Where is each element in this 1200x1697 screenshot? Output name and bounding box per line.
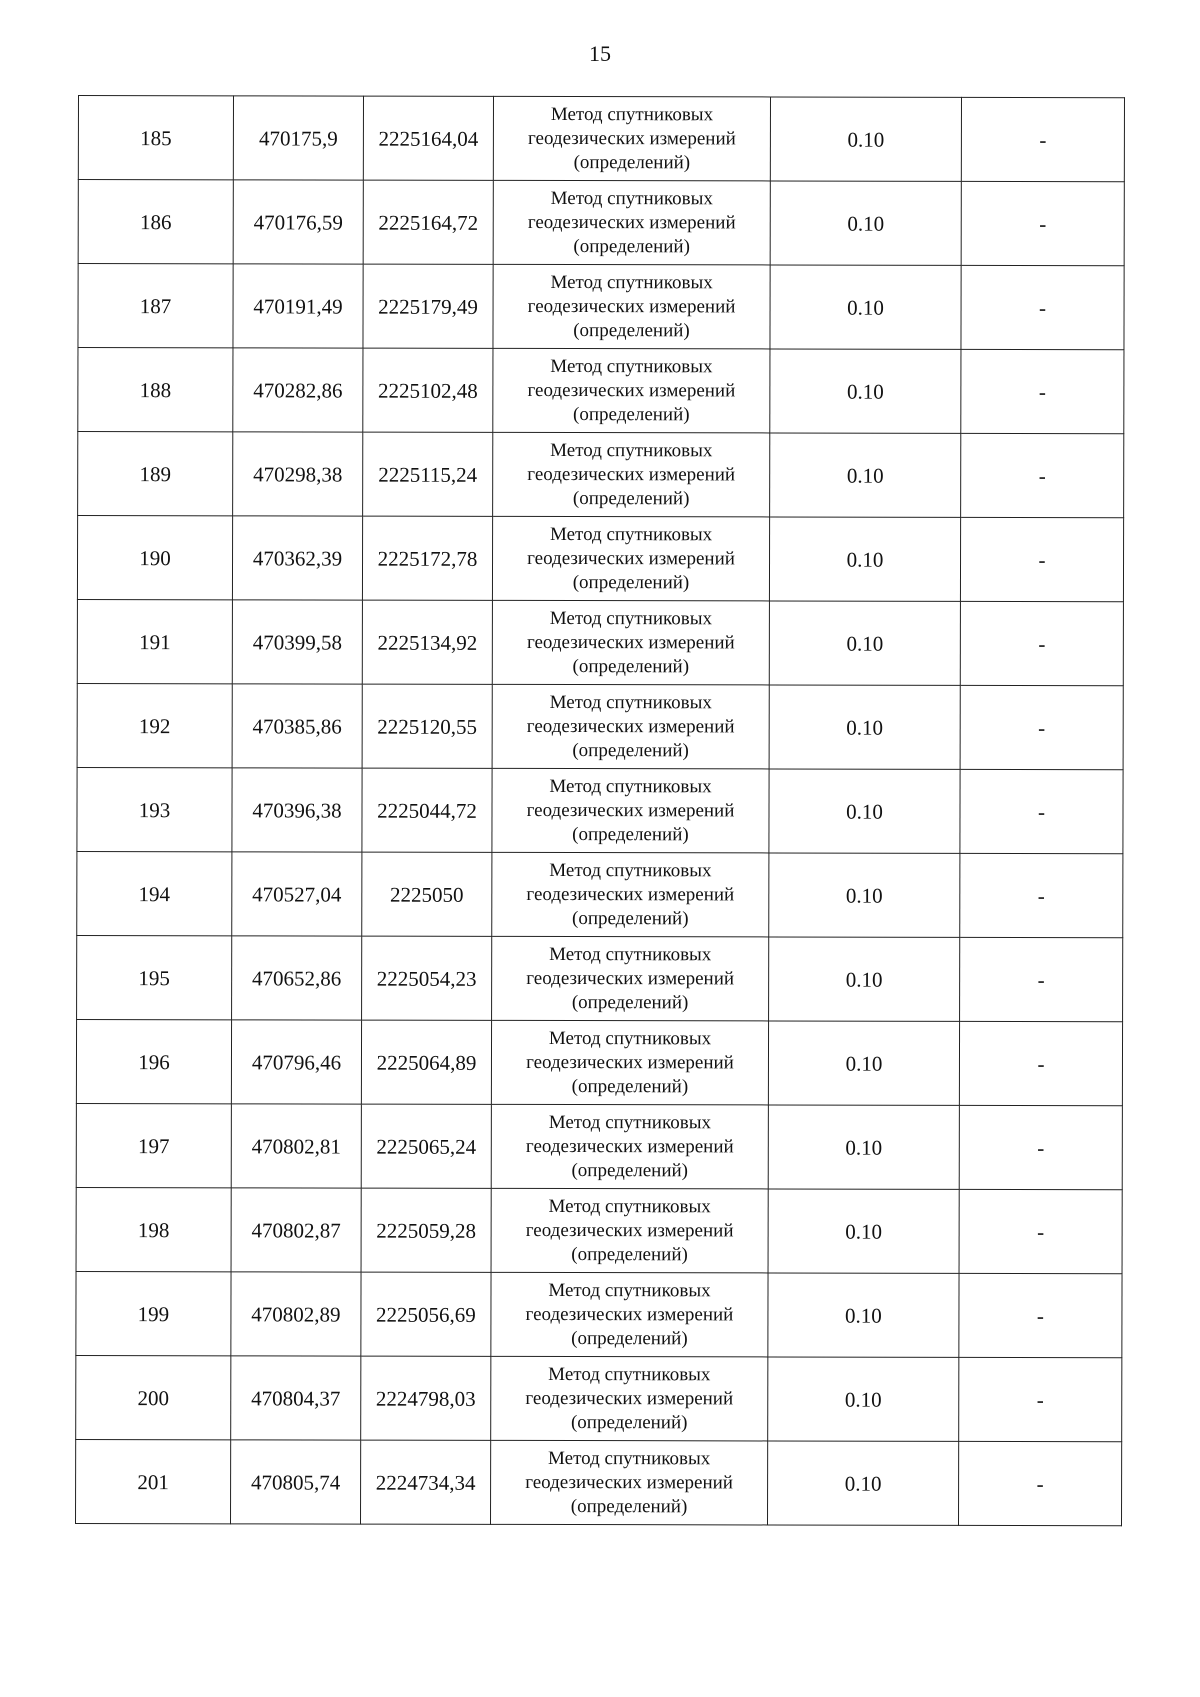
method-line: (определений) [572,739,689,761]
method-cell [491,1104,768,1189]
x-coordinate-cell: 470802,89 [231,1272,361,1356]
method-cell [493,96,770,181]
note-cell: - [961,349,1124,433]
method-line: геодезических измерений [526,799,735,821]
note-cell: - [959,1357,1122,1441]
x-coordinate-cell: 470802,81 [231,1104,361,1188]
method-line: (определений) [572,487,690,509]
method-cell [491,1440,768,1525]
note-cell: - [959,1189,1122,1273]
accuracy-cell: 0.10 [769,517,960,601]
y-coordinate-cell: 2225050 [362,852,492,936]
method-line: (определений) [573,319,690,341]
y-coordinate-cell: 2225054,23 [362,936,492,1020]
point-number-cell: 199 [76,1271,231,1355]
x-coordinate-cell: 470362,39 [232,516,362,600]
point-number-cell: 187 [78,264,233,348]
x-coordinate-cell: 470804,37 [231,1356,361,1440]
table-row [77,516,1123,602]
table-row [77,935,1123,1021]
table-row [76,1439,1122,1525]
method-line: геодезических измерений [527,295,736,317]
table-row [76,1187,1122,1273]
method-line: геодезических измерений [527,463,736,485]
x-coordinate-cell: 470191,49 [233,264,363,348]
y-coordinate-cell: 2225164,72 [363,180,493,264]
method-line: (определений) [571,991,689,1013]
method-cell [492,768,769,853]
method-line: геодезических измерений [525,1135,734,1157]
y-coordinate-cell: 2225065,24 [361,1104,491,1188]
accuracy-cell: 0.10 [768,1105,959,1189]
y-coordinate-cell: 2225064,89 [361,1020,491,1104]
method-line: геодезических измерений [527,379,736,401]
method-line: Метод спутниковых [549,859,712,881]
note-cell: - [960,517,1123,601]
method-line: геодезических измерений [527,211,736,233]
method-line: (определений) [572,655,690,677]
method-line: геодезических измерений [527,547,735,569]
method-line: Метод спутниковых [550,103,714,125]
method-line: (определений) [573,151,691,173]
coordinates-table [75,95,1125,1526]
method-cell [491,1356,768,1441]
table-row [78,180,1124,266]
accuracy-cell: 0.10 [770,433,961,517]
x-coordinate-cell: 470802,87 [231,1188,361,1272]
point-number-cell: 201 [76,1439,231,1523]
accuracy-cell: 0.10 [768,1021,959,1105]
note-cell: - [961,433,1124,517]
method-line: геодезических измерений [526,967,735,989]
note-cell: - [961,97,1124,181]
x-coordinate-cell: 470396,38 [232,768,362,852]
note-cell: - [959,1105,1122,1189]
table-body [76,96,1125,1526]
accuracy-cell: 0.10 [769,937,960,1021]
method-line: Метод спутниковых [549,943,712,965]
method-cell [493,180,770,265]
method-line: геодезических измерений [526,631,735,653]
method-line: геодезических измерений [526,883,735,905]
method-cell [492,600,769,685]
point-number-cell: 194 [77,851,232,935]
note-cell: - [960,853,1123,937]
method-line: (определений) [571,1075,689,1097]
x-coordinate-cell: 470527,04 [232,852,362,936]
y-coordinate-cell: 2225134,92 [362,600,492,684]
y-coordinate-cell: 2225044,72 [362,768,492,852]
y-coordinate-cell: 2225056,69 [361,1272,491,1356]
method-line: (определений) [572,571,690,593]
accuracy-cell: 0.10 [769,685,960,769]
accuracy-cell: 0.10 [769,853,960,937]
point-number-cell: 190 [77,516,232,600]
y-coordinate-cell: 2225120,55 [362,684,492,768]
method-line: (определений) [571,1159,689,1181]
table-row [76,1103,1122,1189]
method-line: Метод спутниковых [548,1111,711,1133]
method-line: (определений) [573,403,690,425]
table-row [78,264,1124,350]
x-coordinate-cell: 470385,86 [232,684,362,768]
method-line: Метод спутниковых [550,355,713,377]
x-coordinate-cell: 470399,58 [232,600,362,684]
method-cell [493,432,770,517]
method-line: Метод спутниковых [550,439,713,461]
point-number-cell: 185 [78,96,233,180]
x-coordinate-cell: 470298,38 [233,432,363,516]
y-coordinate-cell: 2225059,28 [361,1188,491,1272]
accuracy-cell: 0.10 [768,1273,959,1357]
x-coordinate-cell: 470805,74 [231,1440,361,1524]
method-cell [491,1188,768,1273]
method-cell [492,684,769,769]
point-number-cell: 192 [77,683,232,767]
accuracy-cell: 0.10 [770,181,961,265]
x-coordinate-cell: 470652,86 [232,936,362,1020]
table-row [77,767,1123,853]
y-coordinate-cell: 2225102,48 [363,348,493,432]
table-row [78,96,1124,182]
y-coordinate-cell: 2224798,03 [361,1356,491,1440]
method-line: Метод спутниковых [550,271,713,293]
note-cell: - [960,685,1123,769]
point-number-cell: 188 [78,348,233,432]
method-line: (определений) [570,1411,688,1433]
point-number-cell: 200 [76,1355,231,1439]
point-number-cell: 193 [77,767,232,851]
point-number-cell: 198 [76,1187,231,1271]
method-line: Метод спутниковых [548,1027,712,1049]
table-row [76,1019,1122,1105]
method-line: геодезических измерений [525,1219,734,1241]
accuracy-cell: 0.10 [769,769,960,853]
point-number-cell: 196 [76,1019,231,1103]
note-cell: - [960,937,1123,1021]
method-cell [491,1020,768,1105]
method-line: (определений) [572,823,689,845]
method-cell [491,1272,768,1357]
note-cell: - [959,1021,1122,1105]
accuracy-cell: 0.10 [770,265,961,349]
method-line: Метод спутниковых [549,523,713,545]
point-number-cell: 189 [78,432,233,516]
method-line: Метод спутниковых [547,1447,711,1469]
y-coordinate-cell: 2224734,34 [361,1440,491,1524]
method-line: Метод спутниковых [548,1363,711,1385]
table-row [77,851,1123,937]
note-cell: - [960,769,1123,853]
x-coordinate-cell: 470796,46 [231,1020,361,1104]
point-number-cell: 197 [76,1103,231,1187]
note-cell: - [961,181,1124,265]
method-line: Метод спутниковых [549,607,713,629]
y-coordinate-cell: 2225164,04 [363,96,493,180]
point-number-cell: 186 [78,180,233,264]
method-line: (определений) [571,907,689,929]
method-line: Метод спутниковых [548,1195,711,1217]
method-line: геодезических измерений [525,1387,734,1409]
x-coordinate-cell: 470176,59 [233,180,363,264]
table-row [78,348,1124,434]
note-cell: - [960,601,1123,685]
accuracy-cell: 0.10 [769,601,960,685]
accuracy-cell: 0.10 [768,1189,959,1273]
method-line: Метод спутниковых [550,187,713,209]
note-cell: - [959,1273,1122,1357]
method-cell [492,936,769,1021]
method-line: Метод спутниковых [549,775,712,797]
method-line: Метод спутниковых [549,691,712,713]
table-row [77,599,1123,685]
page-number: 15 [589,41,611,66]
method-line: (определений) [573,235,690,257]
y-coordinate-cell: 2225172,78 [362,516,492,600]
method-line: Метод спутниковых [548,1279,711,1301]
point-number-cell: 191 [77,599,232,683]
x-coordinate-cell: 470282,86 [233,348,363,432]
method-line: геодезических измерений [525,1303,734,1325]
note-cell: - [959,1441,1122,1525]
point-number-cell: 195 [77,935,232,1019]
table-row [76,1271,1122,1357]
method-line: (определений) [571,1327,688,1349]
method-line: геодезических измерений [526,715,735,737]
accuracy-cell: 0.10 [770,349,961,433]
method-line: (определений) [570,1495,688,1517]
method-line: геодезических измерений [525,1471,734,1493]
table-row [77,683,1123,769]
method-cell [493,348,770,433]
method-cell [492,516,769,601]
y-coordinate-cell: 2225115,24 [363,432,493,516]
table-row [78,432,1124,518]
method-line: геодезических измерений [526,1051,734,1073]
note-cell: - [961,265,1124,349]
method-cell [492,852,769,937]
accuracy-cell: 0.10 [768,1441,959,1525]
method-cell [493,264,770,349]
method-line: (определений) [571,1243,688,1265]
accuracy-cell: 0.10 [768,1357,959,1441]
x-coordinate-cell: 470175,9 [233,96,363,180]
method-line: геодезических измерений [527,127,736,149]
table-row [76,1355,1122,1441]
y-coordinate-cell: 2225179,49 [363,264,493,348]
accuracy-cell: 0.10 [770,97,961,181]
